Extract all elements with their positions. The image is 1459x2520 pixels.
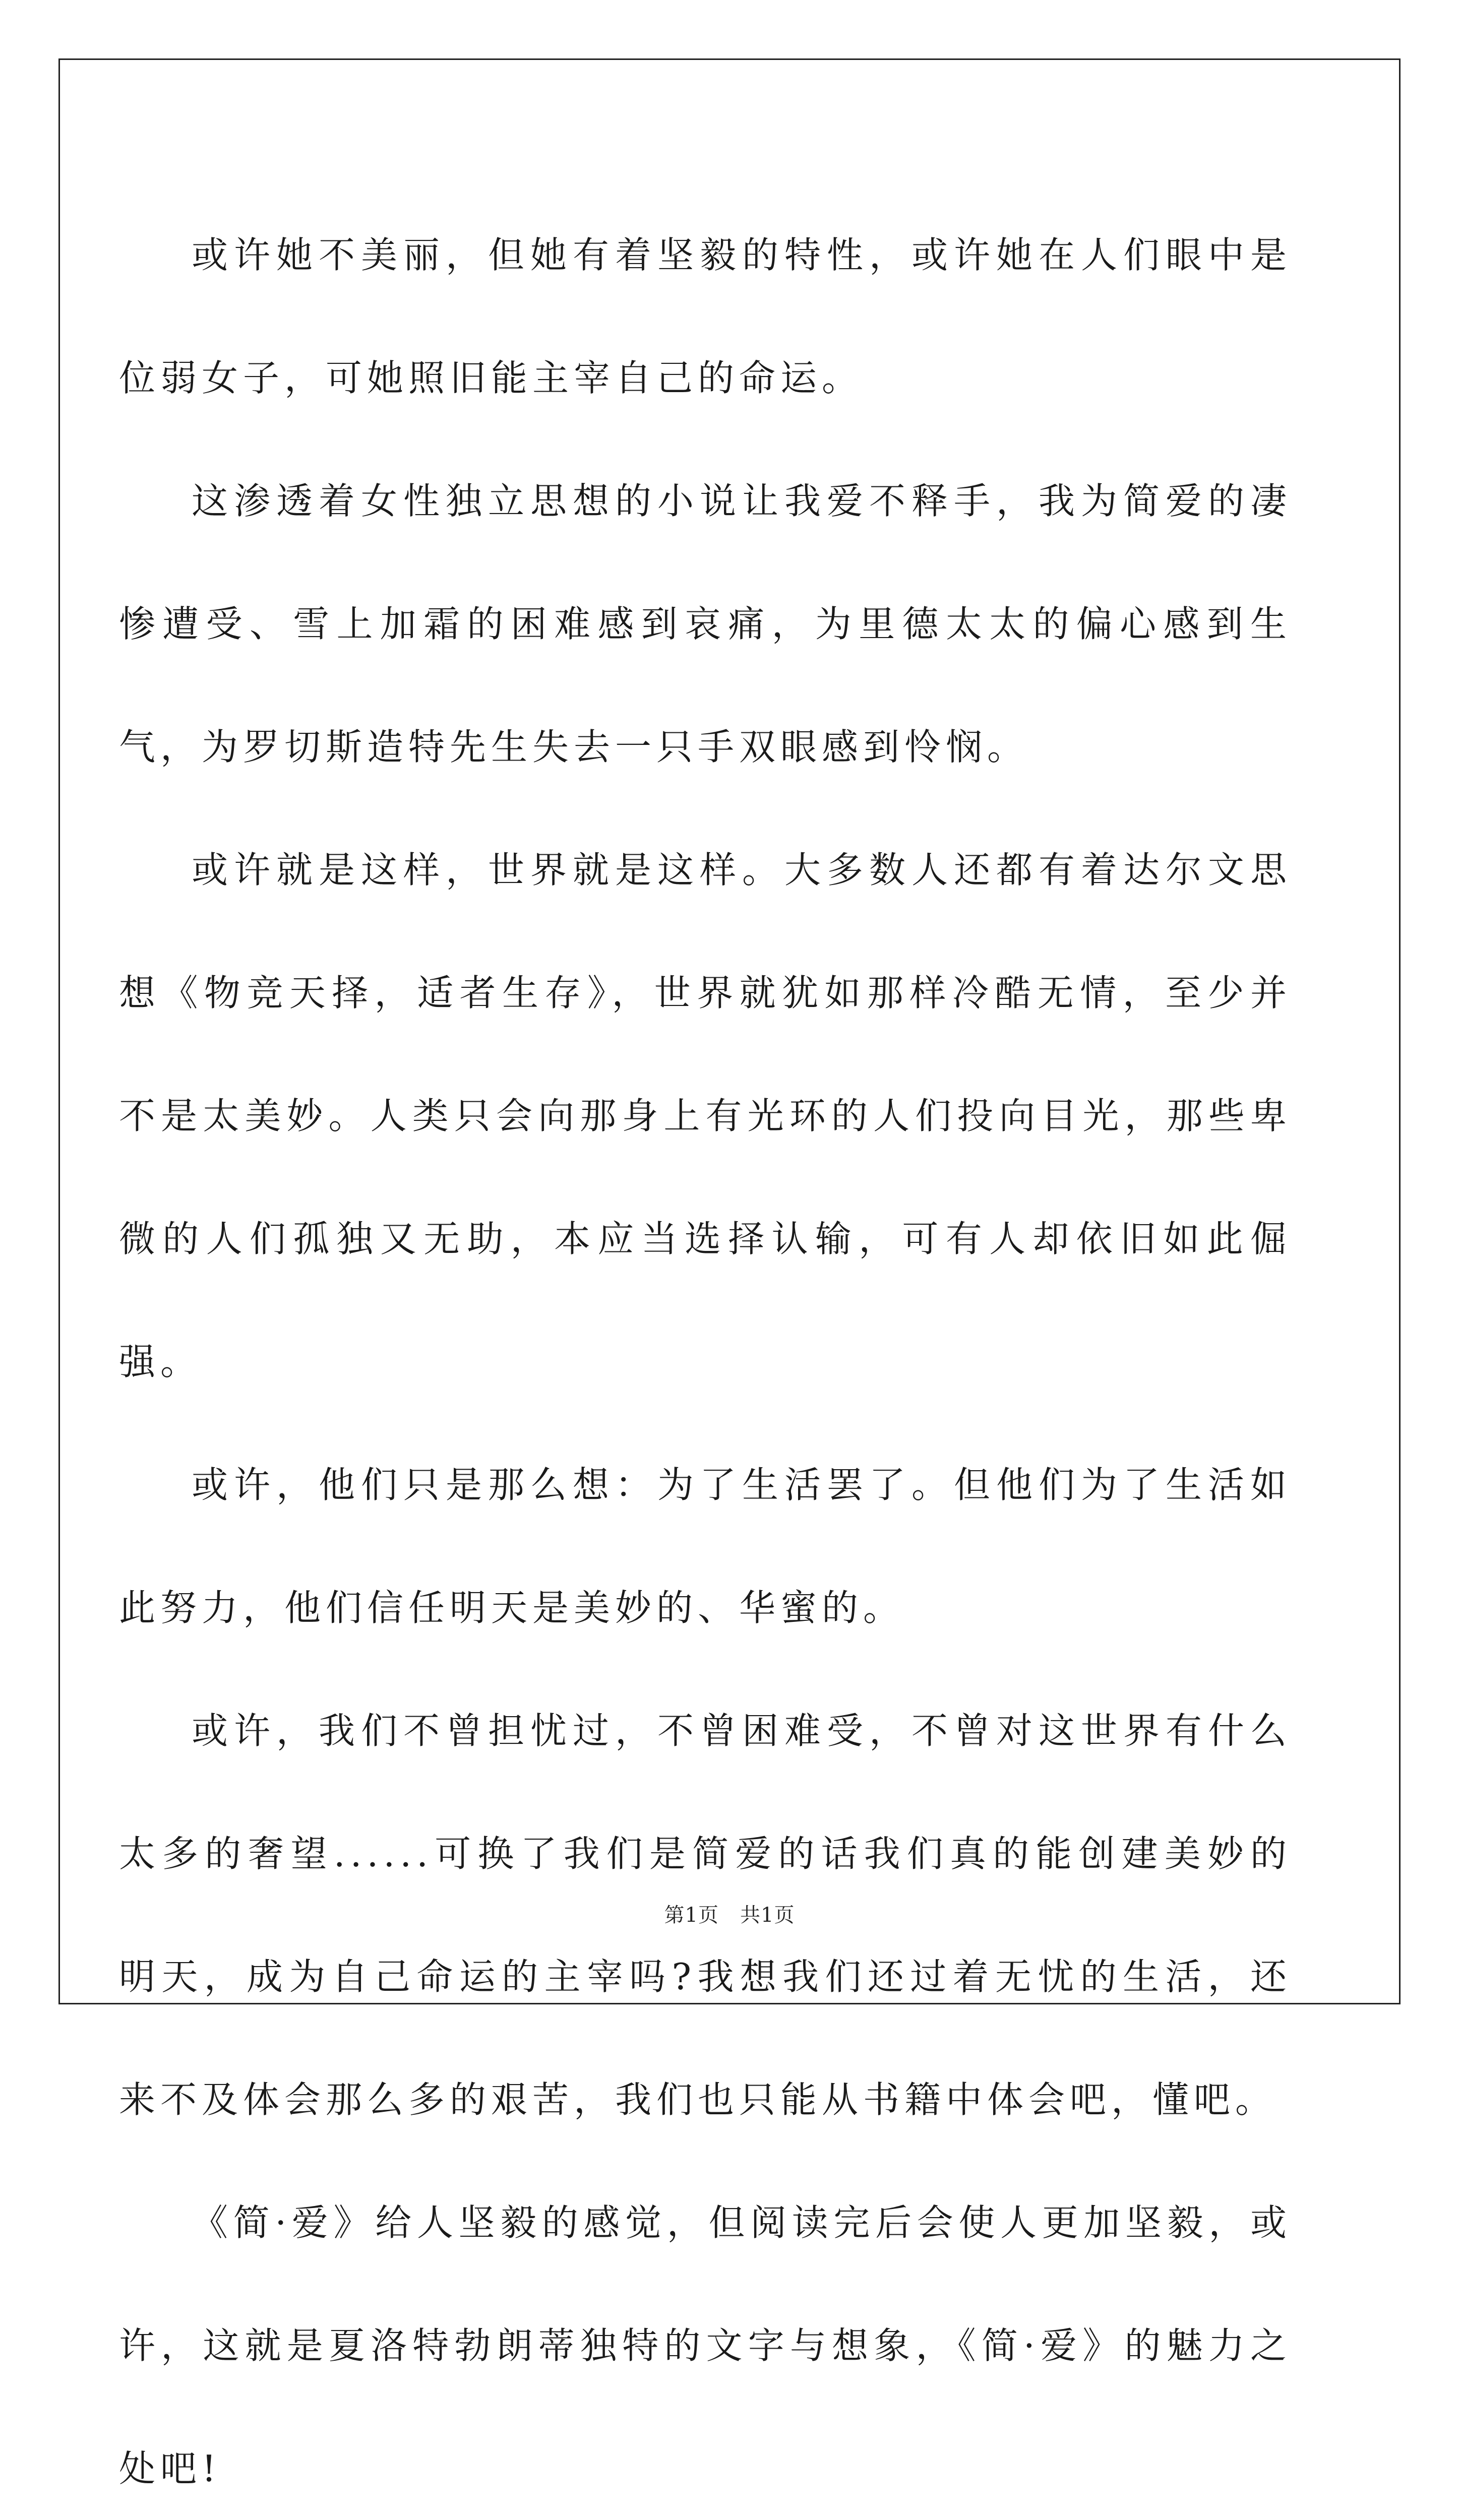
paragraph-4: 或许，他们只是那么想：为了生活罢了。但他们为了生活如此努力，他们信任明天是美妙的、华蜜的。 bbox=[119, 1464, 1292, 1629]
total-pages: 共1页 bbox=[740, 1904, 795, 1927]
paragraph-6: 《简·爱》给人坚毅的感觉，但阅读完后会使人更加坚毅，或许，这就是夏洛特勃朗蒂独特的文字与想象，《简·爱》的魅力之处吧! bbox=[119, 2201, 1292, 2490]
paragraph-3: 或许就是这样，世界就是这样。大多数人还都有着达尔文思想《物竞天择，适者生存》，世界就犹如那样冷酷无情，至少并不是太美妙。人类只会向那身上有光环的人们投向目光，那些卑微的人们孤独又无助，本应当选择认输，可有人却依旧如此倔强。 bbox=[119, 849, 1292, 1383]
document-body bbox=[119, 194, 1292, 2520]
paragraph-2: 这渗透着女性独立思想的小说让我爱不释手，我为简爱的凄惨遭受、雪上加霜的困难感到哀痛，为里德太太的偏心感到生气，为罗切斯造特先生失去一只手双眼感到怜悯。 bbox=[119, 480, 1292, 768]
page-footer bbox=[0, 1900, 1459, 1930]
paragraph-5: 或许，我们不曾担忧过，不曾困难受，不曾对这世界有什么太多的奢望......可换了我们是简爱的话我们真的能创建美妙的明天，成为自己命运的主宰吗?我想我们还过着无忧的生活，还来不及体会那么多的艰苦，我们也只能从书籍中体会吧，懂吧。 bbox=[119, 1710, 1292, 2121]
paragraph-1: 或许她不美丽，但她有着坚毅的特性，或许她在人们眼中是位弱女子，可她照旧能主宰自己的命运。 bbox=[119, 234, 1292, 399]
page-number: 第1页 bbox=[664, 1904, 719, 1927]
